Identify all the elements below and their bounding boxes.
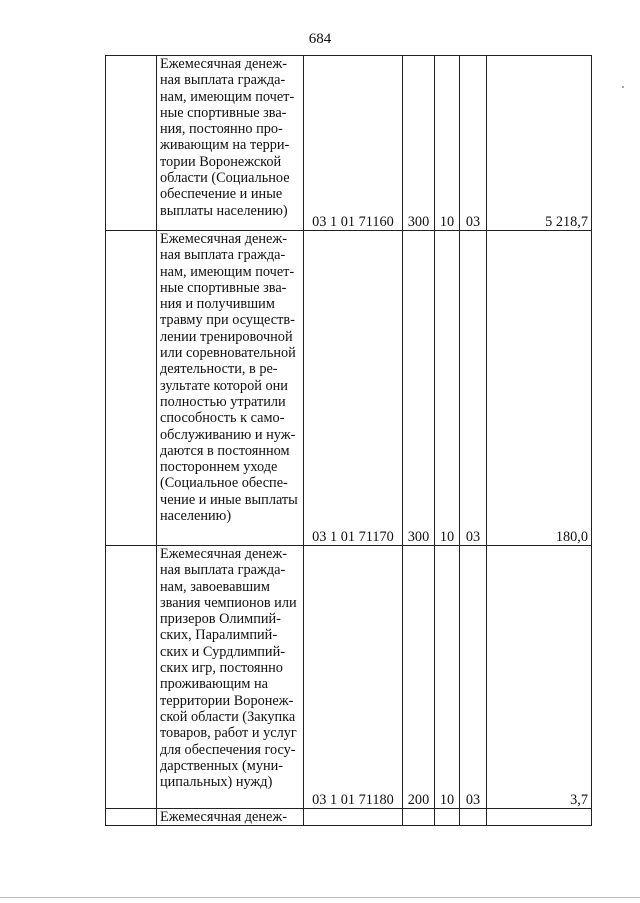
target-code-cell: 03 1 01 71170: [304, 231, 403, 546]
subsection-cell: 03: [460, 231, 487, 546]
expense-type-cell: 300: [403, 231, 435, 546]
description-cell: Ежемесячная денеж- ная выплата гражда- нам, имеющим почет- ные спортивные зва- ния и получившим травму при осуществ- лении тренировочной или соревновательной деятельности, в ре- зультате которой они полностью утратили способность к само- обслуживанию и нуж- даются в постоянном постороннем уходе (Социальное обеспе- чение и иные выплаты населению): [157, 231, 304, 546]
scan-speck: [622, 86, 624, 88]
target-code-cell: 03 1 01 71180: [304, 546, 403, 809]
description-cell: Ежемесячная денеж-: [157, 809, 304, 826]
budget-table: [105, 55, 592, 826]
page-number: 684: [308, 31, 332, 47]
description-cell: Ежемесячная денеж- ная выплата гражда- нам, завоевавшим звания чемпионов или призеров Олимпий- ских, Паралимпий- ских и Сурдлимпий- ских игр, постоянно проживающим на территории Воронеж- ской области (Закупка товаров, работ и услуг для обеспечения госу- дарственных (муни- ципальных) нужд): [157, 546, 304, 809]
section-cell: 10: [435, 546, 460, 809]
empty-cell: [106, 546, 157, 809]
subsection-cell: 03: [460, 546, 487, 809]
table-row: [106, 231, 592, 546]
page-bottom-edge: [0, 897, 640, 898]
subsection-cell: 03: [460, 56, 487, 231]
empty-cell: [106, 56, 157, 231]
empty-cell: [106, 231, 157, 546]
target-code-cell: 03 1 01 71160: [304, 56, 403, 231]
section-cell: [435, 809, 460, 826]
subsection-cell: [460, 809, 487, 826]
target-code-cell: [304, 809, 403, 826]
section-cell: 10: [435, 231, 460, 546]
expense-type-cell: 300: [403, 56, 435, 231]
sum-cell: [487, 809, 592, 826]
table-row: [106, 56, 592, 231]
expense-type-cell: [403, 809, 435, 826]
section-cell: 10: [435, 56, 460, 231]
sum-cell: 180,0: [487, 231, 592, 546]
sum-cell: 3,7: [487, 546, 592, 809]
sum-cell: 5 218,7: [487, 56, 592, 231]
table-row: [106, 809, 592, 826]
expense-type-cell: 200: [403, 546, 435, 809]
description-cell: Ежемесячная денеж- ная выплата гражда- нам, имеющим почет- ные спортивные зва- ния, постоянно про- живающим на терри- тории Воронежской области (Социальное обеспечение и иные выплаты населению): [157, 56, 304, 231]
empty-cell: [106, 809, 157, 826]
table-row: [106, 546, 592, 809]
